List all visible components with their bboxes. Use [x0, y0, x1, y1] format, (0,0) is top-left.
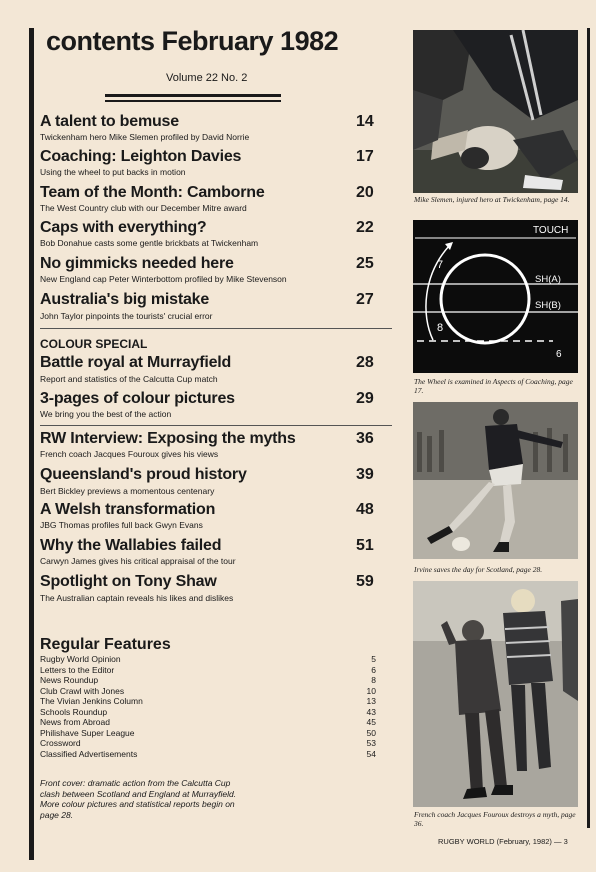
photo-irvine	[413, 402, 578, 559]
list-item[interactable]: News Roundup	[40, 675, 99, 685]
article-subtitle: French coach Jacques Fouroux gives his views	[40, 449, 219, 459]
double-rule-top	[105, 94, 281, 97]
right-border-rule	[587, 28, 590, 828]
list-item-page: 53	[366, 738, 376, 748]
list-item-page: 54	[366, 748, 376, 759]
left-border-rule	[29, 28, 34, 860]
sh-b-label: SH(B)	[535, 300, 561, 311]
list-item[interactable]: Club Crawl with Jones	[40, 685, 125, 696]
article-subtitle: Using the wheel to put backs in motion	[40, 167, 186, 177]
article-subtitle: Bert Bickley previews a momentous centenary	[40, 486, 215, 496]
article-title[interactable]: Battle royal at Murrayfield	[40, 354, 232, 371]
article-subtitle: Report and statistics of the Calcutta Cup match	[40, 374, 218, 384]
article-title[interactable]: Australia's big mistake	[40, 291, 210, 308]
touch-label: TOUCH	[533, 225, 569, 236]
article-page: 51	[356, 537, 374, 554]
article-subtitle: Twickenham hero Mike Slemen profiled by David Norrie	[40, 132, 250, 142]
masthead-title: contents February 1982	[46, 26, 339, 56]
article-page: 20	[356, 184, 374, 201]
regular-features-heading: Regular Features	[40, 636, 171, 653]
list-item[interactable]: Classified Advertisements	[40, 748, 138, 759]
article-page: 29	[356, 390, 374, 407]
article-subtitle: Bob Donahue casts some gentle brickbats at Twickenham	[40, 238, 259, 248]
colour-special-label: COLOUR SPECIAL	[40, 337, 148, 351]
article-title[interactable]: A Welsh transformation	[40, 501, 216, 518]
position-7-label: 7	[437, 259, 444, 271]
article-title[interactable]: Team of the Month: Camborne	[40, 184, 265, 201]
list-item[interactable]: News from Abroad	[40, 717, 110, 727]
list-item[interactable]: Philishave Super League	[40, 727, 135, 738]
photo-fouroux-image	[413, 581, 578, 807]
position-6-label: 6	[556, 349, 562, 360]
list-item-page: 50	[366, 727, 376, 738]
article-page: 36	[356, 430, 374, 447]
article-subtitle: John Taylor pinpoints the tourists' crucial error	[40, 311, 213, 321]
list-item[interactable]: Rugby World Opinion	[40, 654, 121, 664]
article-page: 39	[356, 466, 374, 483]
article-page: 17	[356, 148, 374, 165]
article-title[interactable]: RW Interview: Exposing the myths	[40, 430, 296, 447]
front-cover-note: Front cover: dramatic action from the Calcutta Cup clash between Scotland and England at Murrayfield. More colour pictures and statistical reports begin on page 28.	[40, 778, 237, 820]
section-divider	[40, 425, 392, 426]
article-page: 27	[356, 291, 374, 308]
article-page: 25	[356, 255, 374, 272]
photo-caption: The Wheel is examined in Aspects of Coaching, page 17.	[414, 377, 573, 395]
list-item[interactable]: The Vivian Jenkins Column	[40, 696, 143, 706]
sh-a-label: SH(A)	[535, 274, 561, 285]
photo-caption: French coach Jacques Fouroux destroys a myth, page 36.	[414, 810, 576, 828]
article-subtitle: The Australian captain reveals his likes and dislikes	[40, 593, 234, 603]
photo-slemen	[413, 30, 578, 193]
list-item-page: 6	[371, 664, 376, 675]
article-title[interactable]: Why the Wallabies failed	[40, 537, 222, 554]
article-subtitle: JBG Thomas profiles full back Gwyn Evans	[40, 520, 203, 530]
volume-number: Volume 22 No. 2	[166, 72, 248, 84]
article-page: 14	[356, 113, 374, 130]
article-title[interactable]: Coaching: Leighton Davies	[40, 148, 242, 165]
article-page: 48	[356, 501, 374, 518]
list-item-page: 10	[366, 685, 376, 696]
article-page: 22	[356, 219, 374, 236]
list-item-page: 5	[371, 654, 376, 664]
article-subtitle: The West Country club with our December Mitre award	[40, 203, 247, 213]
list-item-page: 8	[371, 675, 376, 685]
article-title[interactable]: Queensland's proud history	[40, 466, 247, 483]
article-title[interactable]: Spotlight on Tony Shaw	[40, 573, 217, 590]
list-item[interactable]: Schools Roundup	[40, 706, 108, 717]
list-item-page: 13	[366, 696, 376, 706]
list-item-page: 43	[366, 706, 376, 717]
article-subtitle: We bring you the best of the action	[40, 409, 172, 419]
article-subtitle: Carwyn James gives his critical appraisal of the tour	[40, 556, 236, 566]
article-page: 59	[356, 573, 374, 590]
photo-irvine-image	[413, 402, 578, 559]
article-title[interactable]: 3-pages of colour pictures	[40, 390, 235, 407]
photo-caption: Irvine saves the day for Scotland, page 28.	[414, 565, 543, 574]
list-item[interactable]: Letters to the Editor	[40, 664, 115, 675]
photo-slemen-image	[413, 30, 578, 193]
page-footer: RUGBY WORLD (February, 1982) — 3	[438, 837, 568, 846]
wheel-diagram	[413, 220, 578, 373]
article-subtitle: New England cap Peter Winterbottom profiled by Mike Stevenson	[40, 274, 287, 284]
section-divider	[40, 328, 392, 329]
article-title[interactable]: A talent to bemuse	[40, 113, 179, 130]
article-page: 28	[356, 354, 374, 371]
list-item-page: 45	[366, 717, 376, 727]
article-title[interactable]: No gimmicks needed here	[40, 255, 234, 272]
double-rule-bottom	[105, 100, 281, 102]
list-item[interactable]: Crossword	[40, 738, 81, 748]
photo-fouroux	[413, 581, 578, 807]
article-title[interactable]: Caps with everything?	[40, 219, 207, 236]
position-8-label: 8	[437, 322, 444, 334]
wheel-diagram-svg	[413, 220, 578, 373]
photo-caption: Mike Slemen, injured hero at Twickenham, page 14.	[414, 195, 570, 204]
